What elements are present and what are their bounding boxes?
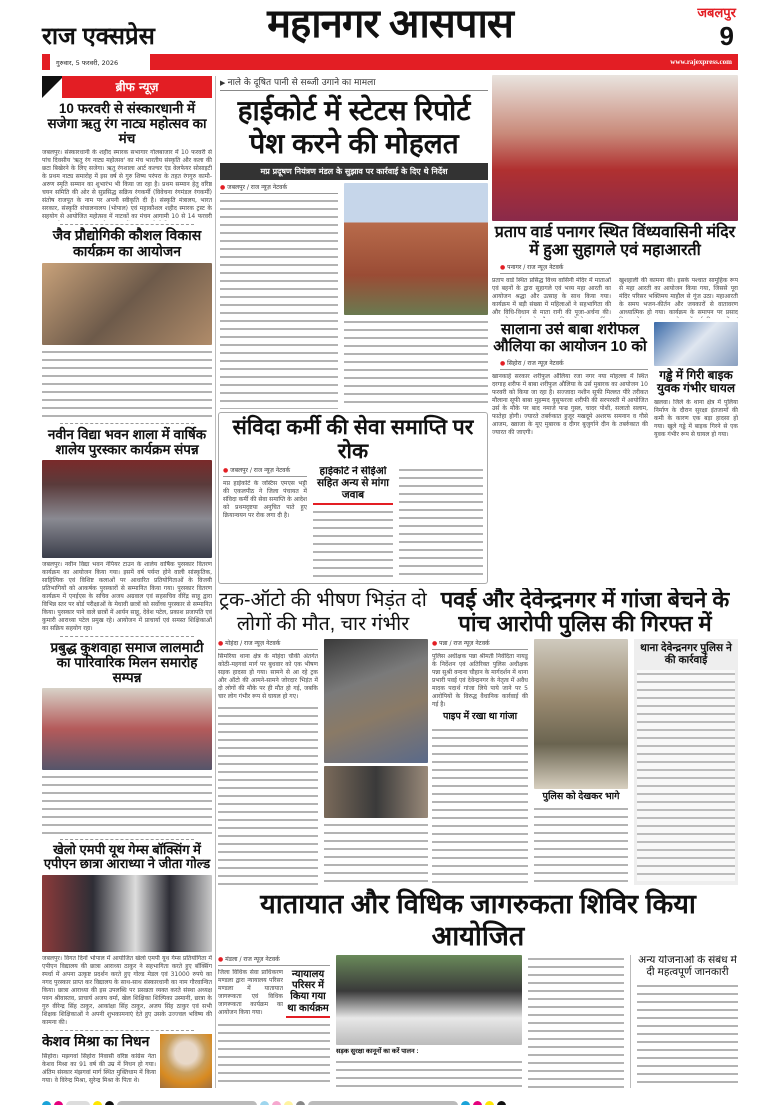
brief-news-header: [42, 76, 212, 98]
article-title[interactable]: प्रबुद्ध कुशवाहा समाज लालमाटी का पारिवारिक मिलन समारोह सम्पन्न: [50, 639, 204, 685]
article-title[interactable]: सालाना उर्स बाबा शरीफल औलिया का आयोजन 10 को: [493, 322, 647, 355]
accident-scene-photo-2: [324, 766, 428, 818]
article-title[interactable]: गड्ढे में गिरी बाइक युवक गंभीर घायल: [656, 368, 736, 396]
article-title[interactable]: केशव मिश्रा का निधन: [42, 1034, 150, 1049]
article-title[interactable]: ट्रक-ऑटो की भीषण भिड़ंत दो लोगों की मौत, चार गंभीर: [219, 589, 427, 635]
pawai-story: [432, 588, 738, 885]
lead-subtitle: मप्र प्रदूषण नियंत्रण मंडल के सुझाव पर कार्रवाई के दिए थे निर्देश: [220, 163, 488, 180]
byline: ● मोहंदा / राज न्यूज़ नेटवर्क: [218, 639, 318, 650]
article-body: जबलपुर। नवीन विद्या भवन नेपियर टाउन के शालेय वार्षिक पुरस्कार वितरण कार्यक्रम का आयोजन किया गया। इसमें वर्ष पर्यन्त होने वाली सांस्कृतिक, साहित्यिक एवं विशिष्ट कलाओं पर आधारित प्रतियोगिताओं के विजयी प्रतिभागियों को आकर्षक पुरस्कारों से सम्मानित किया गया। पुरस्कार वितरण कार्यक्रम में एनईएस के सचिव अजय अग्रवाल एवं सहसचिव वीरेंद्र साहू द्वारा विभिन्न स्तर पर बोर्ड परीक्षाओं के मेधावी छात्रों को सर्वोच्च पुरस्कार से सम्मानित किया। पुरस्कार पाने वाले छात्रों में आर्यन साहू, देवेश पटेल, प्रकाश प्रजापति एवं कुमारी आराध्या पटेल प्रमुख रहे। आयोजन में प्राचार्या एवं समस्त शिक्षिकाओं का सक्रिय सहयोग रहा।: [42, 560, 212, 632]
column-rule: [215, 76, 216, 1088]
article-photo: [42, 460, 212, 557]
article-body: जबलपुर। विगत दिनों भोपाल में आयोजित खेलो एमपी यूथ गेम्स प्रतियोगिता में एपीएन विद्यालय की छात्रा आराध्या ठाकुर ने सहभागिता करते हुए बॉक्सिंग स्पर्धा में अपना उत्कृष्ट प्रदर्शन करते हुए गोल्ड मेडल एवं 31000 रुपये का नगद पुरस्कार प्राप्त कर विद्यालय के साथ-साथ संस्कारधानी का नाम गौरवान्वित किया। छात्रा आराध्या की इस उपलब्धि पर प्रसन्नता व्यक्त करते संस्था अध्यक्ष पवन श्रीवास्तव, प्राचार्य अजय वर्मा, खेल शिक्षिका शिल्पिका उस्मानी, छात्रा के गुरु वीरेन्द्र सिंह ठाकुर, आकांक्षा सिंह ठाकुर, अजय सिंह ठाकुर एवं सभी शिक्षक शिक्षिकाओं ने अपनी शुभकामनाएं देते हुए उसके उज्ज्वल भविष्य की कामना की।: [42, 955, 212, 1026]
article-body: खलवा। जिले के थाना क्षेत्र में पुलिया निर्माण के दौरान सुरक्षा इंतजामों की कमी के कारण एक बड़ा हादसा हो गया। खुले गड्ढे में बाइक गिरने से एक युवक गंभीर रूप से घायल हो गया।: [654, 398, 738, 438]
byline: ● जबलपुर / राज न्यूज़ नेटवर्क: [223, 466, 307, 477]
urs-pothole-section: [492, 322, 738, 584]
column-rule: [630, 955, 631, 1088]
article-title[interactable]: पवई और देवेन्द्रनगर में गांजा बेचने के पांच आरोपी पुलिस की गिरफ्त में: [440, 588, 730, 636]
pratap-story: [492, 75, 738, 318]
page-number: 9: [719, 21, 734, 51]
article-title[interactable]: 10 फरवरी से संस्कारधानी में सजेगा ऋतु रंग नाट्य महोत्सव का मंच: [47, 101, 207, 147]
article-body-text: [218, 1021, 330, 1088]
devendranagar-box: [634, 639, 738, 885]
lead-kicker-text: नाले के दूषित पानी से सब्जी उगाने का मामला: [227, 78, 376, 88]
lead-kicker: ▶ नाले के दूषित पानी से सब्जी उगाने का मामला: [220, 75, 488, 91]
issue-date: गुरुवार, 5 फरवरी, 2026: [56, 59, 119, 67]
article-body: मप्र हाईकोर्ट के जस्टिस एमएस भट्टी की एकलपीठ ने जिला पंचायत में संविदा कर्मी की सेवा समाप्ति के आदेश को प्रथमदृष्टया अनुचित पाते हुए क्रियान्वयन पर रोक लगा दी है।: [223, 480, 307, 520]
article-body: जिला विधिक सेवा प्राधिकरण मण्डला द्वारा न्यायालय परिसर मण्डला में यातायात जागरूकता एवं विधिक जागरूकता कार्यक्रम का आयोजन किया गया।: [218, 969, 283, 1016]
pawai-subhead-pipe: पाइप में रखा था गांजा: [442, 711, 518, 722]
article-body-text: [313, 508, 393, 580]
article-body-text: [528, 955, 624, 1088]
header-red-bar: [150, 54, 738, 70]
article-body-text: [42, 348, 212, 420]
highcourt-building-photo: [344, 183, 488, 315]
article-body: जबलपुर। संस्कारधानी के शहीद स्मारक सभागार गोलबाजार में 10 फरवरी से पांच दिवसीय 'ऋतु रंग नाट्य महोत्सव' का मंच भारतीय संस्कृति और कला की छटा बिखेरने के लिए सजेगा। ऋतु रंगशाला आर्ट कल्चर एंड वेलफेयर सोसाइटी के प्रथम नाट्य समारोह में इस वर्ष से गुरु शिष्य परंपरा के तहत रंगगुरु कामौ-अरुण स्मृति सम्मान का शुभारंभ भी किया जा रहा है। प्रथम सम्मान हेतु वरिष्ठ चयन समिति की ओर से सुप्रसिद्ध सक्रिय रंगकर्मी (विवेचना रंगमंडल रंगकर्मी) संतोष राजपूत के नाम पर अपनी स्वीकृति दी है। संस्कृति मंत्रालय, भारत सरकार, संस्कृति संचालनालय (भोपाल) एवं महाकौशल शहीद स्मारक ट्रस्ट के सहयोग से आयोजित महोत्सव में नाटकों का मंचन आगामी 10 से 14 फरवरी: [42, 149, 212, 221]
obituary-photo: [160, 1034, 212, 1088]
article-body-text: [637, 982, 738, 1089]
article-body: सिमरिया थाना क्षेत्र के मोहंदा चौकी अंतर्गत कोठी-महगवां मार्ग पर बुधवार को एक भीषण सड़क हादसा हो गया। सामने से आ रहे ट्रक और ऑटो की आमने-सामने जोरदार भिड़ंत में दो लोगों की मौके पर ही मौत हो गई, जबकि चार लोग गंभीर रूप से घायल हो गए।: [218, 653, 318, 700]
samvida-subhead: हाईकोर्ट ने सीईओ सहित अन्य से मांगा जवाब: [313, 466, 393, 505]
divider: [60, 423, 194, 424]
article-body-text: [220, 197, 338, 409]
article-title[interactable]: खेलो एमपी यूथ गेम्स बॉक्सिंग में एपीएन छात्रा आराध्या ने जीता गोल्ड: [43, 841, 211, 872]
print-registration-marks: [42, 1095, 738, 1105]
article-body-text: [432, 726, 528, 885]
legal-story: [218, 888, 738, 1088]
divider: [60, 1030, 194, 1031]
brief-news-label: ब्रीफ न्यूज़: [62, 76, 212, 98]
article-body-text: [399, 466, 483, 580]
article-body: खानकाहे सरकार शरीफुल औलिया रजा नगर नया मोहल्ला में स्थित दरगाह शरीफ में बाबा शरीफुल औलिया के उर्स मुबारक का आयोजन 10 फरवरी को किया जा रहा है। सज्जादा नशीन सूफी मिल्लत पीरे तरीकत मौलाना सूफी बाबा मुहम्मद युसुफरजा शरीफी की सरपरस्ती में आयोजित उर्स के मौके पर बाद नमाजे फज्र गुस्ल, चादर पोशी, सलातो सलाम, फातेहा होगी। ज्यारते तबर्रुकात हुजूर मखदूमे अशरफ समनान व गौसे आजम, ख्वाजा के मूए मुबारक व दीगर बुजुर्गाने दीन के तबर्रुकात की ज्यारत की जाएगी।: [492, 372, 648, 436]
article-body: प्रताप वार्ड स्थित प्रसिद्ध विंध्य वासिनी मंदिर में माताओं एवं बहनों के द्वारा सुहागले एवं भव्य महा आरती का आयोजन श्रद्धा और उत्साह के साथ किया गया। कार्यक्रम में बड़ी संख्या में महिलाओं ने सहभागिता की और विधि-विधान से माता रानी की पूजा-अर्चना की। खुशहाली की कामना की। इसके पश्चात सामूहिक रूप से महा आरती का आयोजन किया गया, जिससे पूरा मंदिर परिसर भक्तिमय माहौल से गूंज उठा। महाआरती के समय भजन-कीर्तन और जयकारों से वातावरण आध्यात्मिक हो गया। कार्यक्रम के समापन पर प्रसाद: [492, 276, 738, 316]
article-title[interactable]: यातायात और विधिक जागरुकता शिविर किया आयोजित: [260, 889, 696, 951]
legal-box-title: न्यायालय परिसर में किया गया था कार्यक्रम: [286, 969, 330, 1018]
box-title: थाना देवेन्द्रनगर पुलिस ने की कार्रवाई: [640, 642, 732, 666]
accident-photo: [654, 322, 738, 366]
byline: ● पनागर / राज न्यूज़ नेटवर्क: [500, 263, 610, 274]
article-body-text: [336, 1058, 522, 1088]
article-title[interactable]: संविदा कर्मी की सेवा समाप्ति पर रोक: [232, 416, 474, 463]
accident-scene-photo: [324, 639, 428, 763]
section-title: महानगर आसपास: [267, 2, 513, 46]
divider: [60, 636, 194, 637]
seized-ganja-photo: [534, 639, 628, 789]
article-body-text: [42, 773, 212, 835]
article-body-text: [637, 670, 735, 882]
edition-city: जबलपुर: [697, 5, 736, 20]
date-accent: [42, 54, 50, 70]
obituary: [42, 1034, 212, 1088]
article-body: सिहोरा। मझगवां सिहोरा निवासी वरिष्ठ कांग्रेस नेता केशव मिश्रा का 91 वर्ष की उम्र में निधन हो गया। अंतिम संस्कार मंझगवां मार्ग स्थित मुक्तिधाम में किया गया। वे विरेन्द्र मिश्रा, सुरेन्द्र मिश्रा के पिता थे।: [42, 1052, 156, 1084]
left-column: [42, 76, 212, 1088]
article-photo: [42, 875, 212, 952]
pawai-subhead-fled: पुलिस को देखकर भागे: [542, 790, 620, 802]
truck-story: [218, 588, 428, 885]
divider: [60, 839, 194, 840]
side-title: अन्य योजनाओं के संबंध में दी महत्वपूर्ण जानकारी: [638, 955, 737, 978]
samvida-box: [218, 412, 488, 584]
lead-headline[interactable]: हाईकोर्ट में स्टेटस रिपोर्ट पेश करने की मोहलत: [237, 95, 471, 159]
divider: [60, 224, 194, 225]
newspaper-logo: राज एक्सप्रेस: [42, 23, 155, 50]
article-body-text: [218, 704, 318, 885]
article-title[interactable]: प्रताप वार्ड पनागर स्थित विंध्यवासिनी मंदिर में हुआ सुहागले एवं महाआरती: [494, 224, 736, 259]
article-body: पुलिस अधीक्षक पन्ना श्रीमती निवेदिता नायडू के निर्देशन एवं अतिरिक्त पुलिस अधीक्षक पन्ना सुश्री वन्दना चौहान के मार्गदर्शन में थाना प्रभारी पवई एवं देवेन्द्रनगर के नेतृत्व में अवैध मादक पदार्थ गांजा लिये पाये जाने पर 5 आरोपियों के विरुद्ध वैधानिक कार्रवाई की गई है।: [432, 653, 528, 708]
lead-story: [220, 75, 488, 409]
article-body-text: [344, 318, 488, 410]
article-body-text: [324, 821, 428, 885]
article-title[interactable]: जैव प्रौद्योगिकी कौशल विकास कार्यक्रम का आयोजन: [52, 227, 202, 259]
byline: ● पन्ना / राज न्यूज़ नेटवर्क: [432, 639, 528, 650]
website-url[interactable]: www.rajexpress.com: [670, 58, 732, 66]
article-title[interactable]: नवीन विद्या भवन शाला में वार्षिक शालेय पुरस्कार कार्यक्रम संपन्न: [47, 427, 207, 458]
byline: ● जबलपुर / राज न्यूज़ नेटवर्क: [220, 183, 338, 194]
camp-audience-photo: [336, 955, 522, 1045]
byline: ● मंडला / राज न्यूज़ नेटवर्क: [218, 955, 330, 966]
legal-lead-in: सड़क सुरक्षा कानूनों का करें पालन :: [336, 1047, 419, 1055]
temple-event-photo: [492, 75, 738, 221]
byline: ● सिहोरा / राज न्यूज़ नेटवर्क: [500, 359, 648, 370]
article-body-text: [534, 805, 628, 885]
article-photo: [42, 263, 212, 345]
article-photo: [42, 688, 212, 770]
